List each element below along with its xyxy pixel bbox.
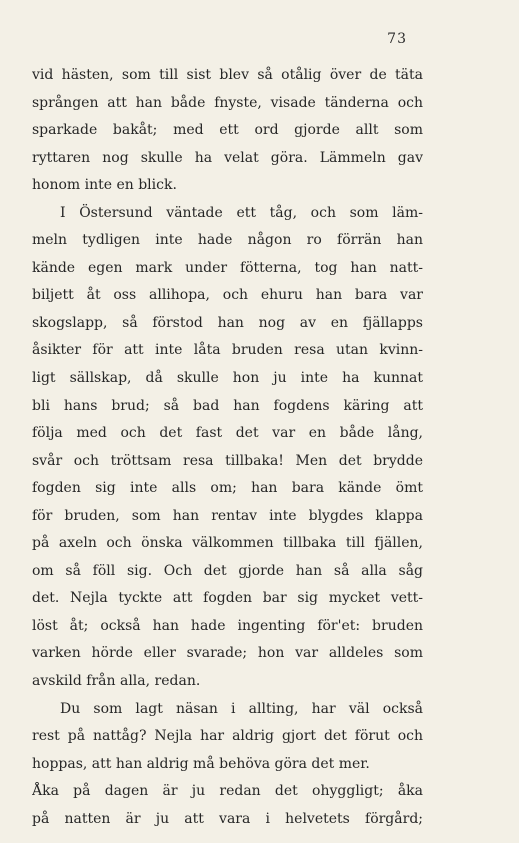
text-line: löst åt; också han hade ingenting för'et: bruden <box>32 617 423 634</box>
text-line: följa med och det fast det var en både lång, <box>32 425 423 442</box>
text-line: ryttaren nog skulle ha velat göra. Lämmeln gav <box>32 149 423 166</box>
text-line: åsikter för att inte låta bruden resa utan kvinn- <box>32 342 423 359</box>
text-line: skogslapp, så förstod han nog av en fjällapps <box>32 314 423 331</box>
text-line: Du som lagt näsan i allting, har väl också <box>60 700 423 717</box>
text-line: ligt sällskap, då skulle hon ju inte ha kunnat <box>32 370 423 387</box>
text-line: Åka på dagen är ju redan det ohyggligt; åka <box>32 783 423 800</box>
text-line: meln tydligen inte hade någon ro förrän han <box>32 232 423 249</box>
text-line: för bruden, som han rentav inte blygdes klappa <box>32 507 423 524</box>
text-line: på natten är ju att vara i helvetets förgård; <box>32 810 423 827</box>
text-line: bli hans brud; så bad han fogdens käring att <box>32 397 423 414</box>
text-line: honom inte en blick. <box>32 177 177 194</box>
text-line: kände egen mark under fötterna, tog han natt- <box>32 259 423 276</box>
text-line: om så föll sig. Och det gjorde han så alla såg <box>32 562 423 579</box>
text-line: det. Nejla tyckte att fogden bar sig mycket vett- <box>32 590 423 607</box>
text-line: biljett åt oss allihopa, och ehuru han bara var <box>32 287 423 304</box>
text-line: fogden sig inte alls om; han bara kände ömt <box>32 480 423 497</box>
text-line: avskild från alla, redan. <box>32 673 201 690</box>
text-line: rest på nattåg? Nejla har aldrig gjort det förut och <box>32 728 423 745</box>
text-line: på axeln och önska välkommen tillbaka till fjällen, <box>32 535 423 552</box>
text-line: svår och tröttsam resa tillbaka! Men det brydde <box>32 452 423 469</box>
text-line: sparkade bakåt; med ett ord gjorde allt som <box>32 122 423 139</box>
page-number: 73 <box>387 31 407 47</box>
text-line: sprången att han både fnyste, visade tänderna och <box>32 94 423 111</box>
text-line: I Östersund väntade ett tåg, och som läm- <box>60 204 423 221</box>
text-line: varken hörde eller svarade; hon var alldeles som <box>32 645 423 662</box>
text-line: vid hästen, som till sist blev så otålig över de täta <box>32 67 423 83</box>
text-line: hoppas, att han aldrig må behöva göra det mer. <box>32 755 370 772</box>
body-text <box>32 62 423 833</box>
